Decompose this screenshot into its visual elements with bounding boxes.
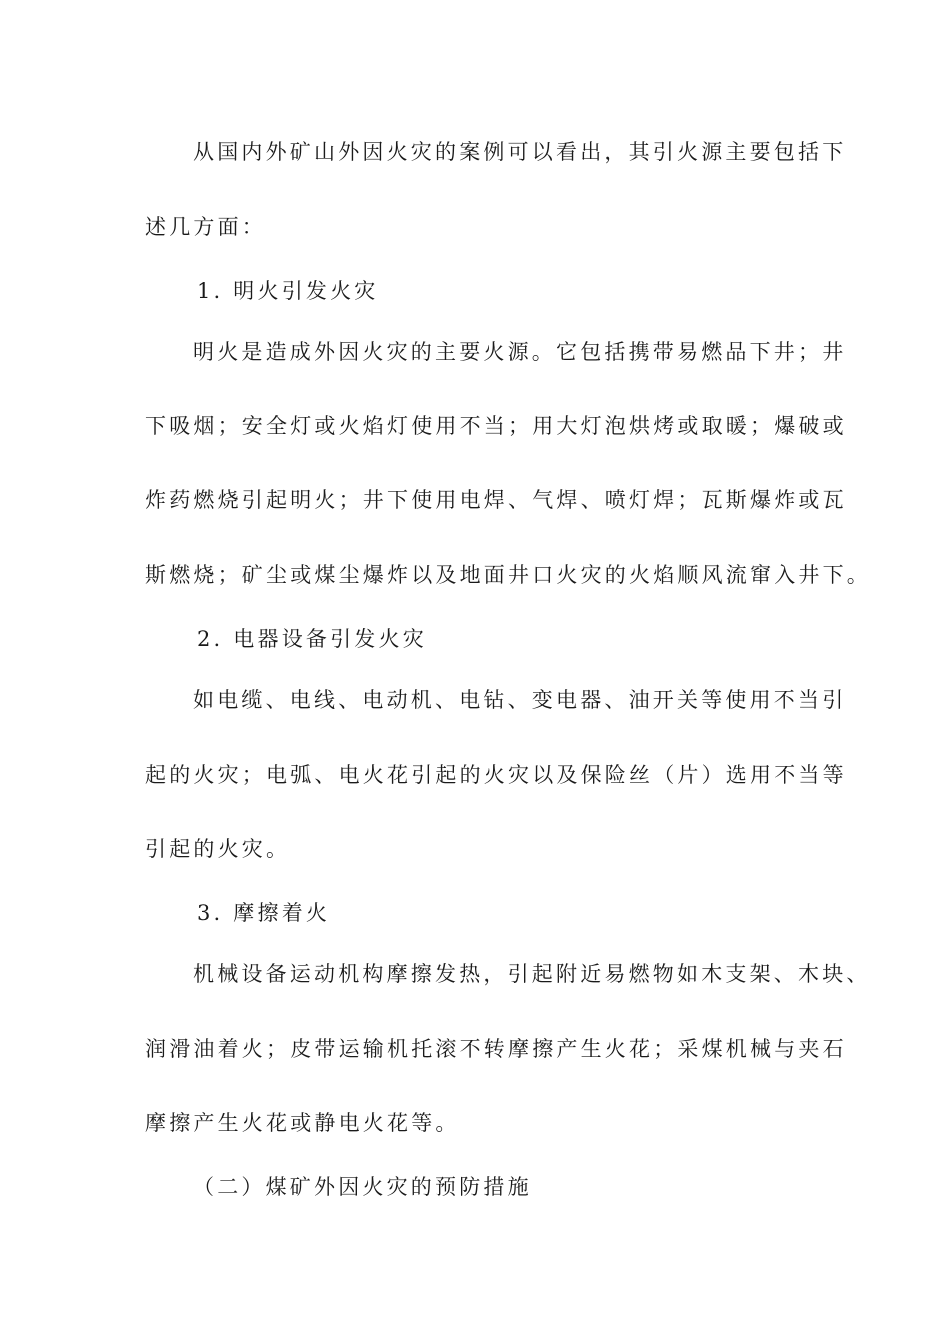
paragraph-open-fire-line-4: 斯燃烧；矿尘或煤尘爆炸以及地面井口火灾的火焰顺风流窜入井下。 (145, 563, 871, 587)
section-heading-prevention: （二）煤矿外因火灾的预防措施 (193, 1175, 532, 1199)
section-heading-open-fire: 1. 明火引发火灾 (197, 279, 379, 303)
section-heading-electrical: 2. 电器设备引发火灾 (197, 627, 427, 651)
paragraph-friction-line-1: 机械设备运动机构摩擦发热，引起附近易燃物如木支架、木块、 (193, 962, 871, 986)
paragraph-electrical-line-1: 如电缆、电线、电动机、电钻、变电器、油开关等使用不当引 (193, 688, 847, 712)
paragraph-open-fire-line-3: 炸药燃烧引起明火；井下使用电焊、气焊、喷灯焊；瓦斯爆炸或瓦 (145, 488, 847, 512)
paragraph-friction-line-3: 摩擦产生火花或静电火花等。 (145, 1111, 460, 1135)
paragraph-intro-line-1: 从国内外矿山外因火灾的案例可以看出，其引火源主要包括下 (193, 140, 847, 164)
paragraph-intro-line-2: 述几方面： (145, 215, 266, 239)
paragraph-open-fire-line-2: 下吸烟；安全灯或火焰灯使用不当；用大灯泡烘烤或取暖；爆破或 (145, 414, 847, 438)
paragraph-friction-line-2: 润滑油着火；皮带运输机托滚不转摩擦产生火花；采煤机械与夹石 (145, 1037, 847, 1061)
paragraph-electrical-line-2: 起的火灾；电弧、电火花引起的火灾以及保险丝（片）选用不当等 (145, 763, 847, 787)
paragraph-open-fire-line-1: 明火是造成外因火灾的主要火源。它包括携带易燃品下井；井 (193, 340, 847, 364)
paragraph-electrical-line-3: 引起的火灾。 (145, 837, 291, 861)
section-heading-friction: 3. 摩擦着火 (197, 901, 331, 925)
